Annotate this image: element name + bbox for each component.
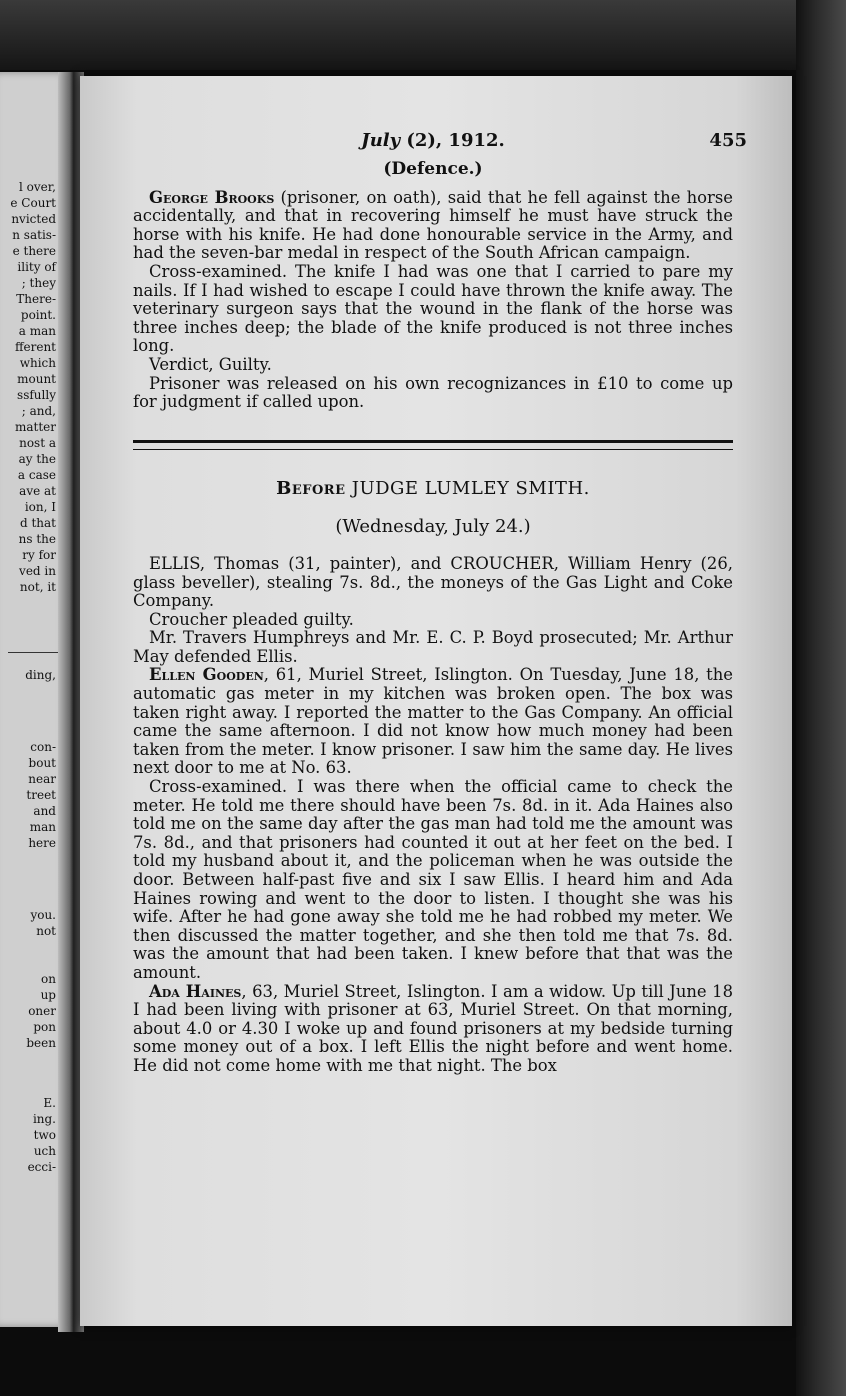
- gooden-text: , 61, Muriel Street, Islington. On Tuesday, June 18, the automatic gas meter in my kitchen was broken open. The box was taken right away. I reported the matter to the Gas Company. An official came the same afternoon. I did not know how much money had been taken from the meter. I know prisoner. I saw him the same day. He lives next door to me at No. 63.: [133, 665, 733, 778]
- brooks-text: (prisoner, on oath), said that he fell against the horse accidentally, and that in recovering himself he must have struck the horse with his knife. He had done honourable service in the Army, and had the seven-bar medal in respect of the South African campaign.: [133, 187, 733, 263]
- left-page-fragment: ; and,: [21, 404, 56, 418]
- left-page-fragment: treet: [26, 788, 56, 802]
- left-page-fragment: e Court: [10, 196, 56, 210]
- left-page-fragment: There-: [16, 292, 56, 306]
- left-page-fragment: been: [26, 1036, 56, 1050]
- left-page-fragment: fferent: [14, 340, 56, 354]
- judge-name: JUDGE LUMLEY SMITH.: [345, 477, 590, 499]
- left-page-fragment: a man: [18, 324, 56, 338]
- witness-name: Ellen Gooden: [149, 665, 264, 685]
- left-page-fragment: nost a: [19, 436, 56, 450]
- section-divider: [133, 440, 733, 450]
- left-page-fragment: ing.: [32, 1112, 56, 1126]
- left-page-fragment: d that: [19, 516, 56, 530]
- left-page-fragment: here: [28, 836, 56, 850]
- left-page-fragment: ay the: [18, 452, 56, 466]
- film-border-top: [0, 0, 846, 70]
- film-border-right: [796, 0, 846, 1396]
- main-page: [80, 76, 792, 1326]
- left-page-fragment: n satis-: [12, 228, 56, 242]
- judge-heading: [133, 477, 733, 499]
- haines-paragraph: [133, 983, 733, 1076]
- page-number: 455: [709, 130, 747, 151]
- left-page-fragment: you.: [30, 908, 56, 922]
- left-page-fragment: near: [28, 772, 56, 786]
- left-page-fragment: not, it: [19, 580, 56, 594]
- witness-name: George Brooks: [149, 187, 275, 207]
- gooden-paragraph: [133, 666, 733, 778]
- left-page-fragment: ry for: [22, 548, 56, 562]
- left-page-fragment: not: [36, 924, 56, 938]
- left-page-fragment: two: [33, 1128, 56, 1142]
- judge-before: Before: [276, 477, 346, 499]
- running-head: [133, 132, 733, 151]
- left-page-fragment: l over,: [19, 180, 56, 194]
- left-page-fragment: a case: [17, 468, 56, 482]
- charge-paragraph: ELLIS, Thomas (31, painter), and CROUCHER, William Henry (26, glass beveller), stealing 7s. 8d., the moneys of the Gas Light and Coke Company.: [133, 553, 733, 611]
- counsel-paragraph: Mr. Travers Humphreys and Mr. E. C. P. Boyd prosecuted; Mr. Arthur May defended Ellis.: [133, 628, 733, 666]
- left-page-fragment: up: [40, 988, 56, 1002]
- left-page-fragment: ility of: [17, 260, 56, 274]
- left-page-fragment: oner: [28, 1004, 56, 1018]
- left-page-fragment: ; they: [21, 276, 56, 290]
- plea-paragraph: Croucher pleaded guilty.: [149, 609, 354, 629]
- left-page-fragment: matter: [14, 420, 56, 434]
- left-page-fragment: ding,: [25, 668, 56, 682]
- left-page-fragment: con-: [30, 740, 56, 754]
- verdict-paragraph: Verdict, Guilty.: [149, 354, 272, 374]
- brooks-paragraph: [133, 189, 733, 263]
- left-page-fragment: ion, I: [24, 500, 56, 514]
- haines-text: , 63, Muriel Street, Islington. I am a widow. Up till June 18 I had been living with prisoner at 63, Muriel Street. On that morning, about 4.0 or 4.30 I woke up and found prisoners at my bedside turning some money out of a box. I left Ellis the night before and went home. He did not come home with me that night. The box: [133, 981, 733, 1075]
- left-page-fragment: E.: [43, 1096, 56, 1110]
- left-page-fragment: bout: [28, 756, 56, 770]
- left-page-fragment: e there: [12, 244, 56, 258]
- left-page-fragment: which: [19, 356, 56, 370]
- cross-examination-paragraph: Cross-examined. The knife I had was one that I carried to pare my nails. If I had wished to escape I could have thrown the knife away. The veterinary surgeon says that the wound in the flank of the horse was three inches deep; the blade of the knife produced is not three inches long.: [133, 261, 733, 356]
- running-head-month: July: [361, 130, 401, 151]
- sentence-paragraph: Prisoner was released on his own recognizances in £10 to come up for judgment if called upon.: [133, 373, 733, 412]
- left-page-fragment: ave at: [19, 484, 56, 498]
- defence-heading: (Defence.): [383, 159, 483, 179]
- left-page-fragment: pon: [33, 1020, 56, 1034]
- left-page-fragment: uch: [33, 1144, 56, 1158]
- cross-examination-paragraph: Cross-examined. I was there when the official came to check the meter. He told me there should have been 7s. 8d. in it. Ada Haines also told me on the same day after the gas man had told me the amount was 7s. 8d., and that prisoners had counted it out at her feet on the bed. I told my husband about it, and the policeman when he was outside the door. Between half-past five and six I saw Ellis. I heard him and Ada Haines rowing and went to the door to listen. I thought she was his wife. After he had gone away she told me he had robbed my meter. We then discussed the matter together, and she then told me that 7s. 8d. was the amount that had been taken. I knew before that that was the amount.: [133, 777, 733, 982]
- left-page-fragment: and: [33, 804, 56, 818]
- left-page-fragment: man: [29, 820, 56, 834]
- page-header: [133, 130, 747, 158]
- left-page-fragment: on: [41, 972, 56, 986]
- left-page-fragment: ns the: [18, 532, 56, 546]
- left-page-fragment: ssfully: [17, 388, 56, 402]
- left-page-fragment: mount: [17, 372, 56, 386]
- left-page-fragment: point.: [20, 308, 56, 322]
- left-page-fragment: ved in: [19, 564, 56, 578]
- left-page-fragment: nvicted: [11, 212, 56, 226]
- left-page-fragment: ecci-: [27, 1160, 56, 1174]
- running-head-date: (2), 1912.: [400, 130, 505, 151]
- page-content: [133, 130, 747, 1076]
- left-page-rule: [8, 652, 58, 653]
- sitting-date: (Wednesday, July 24.): [335, 516, 531, 538]
- witness-name: Ada Haines: [149, 981, 242, 1001]
